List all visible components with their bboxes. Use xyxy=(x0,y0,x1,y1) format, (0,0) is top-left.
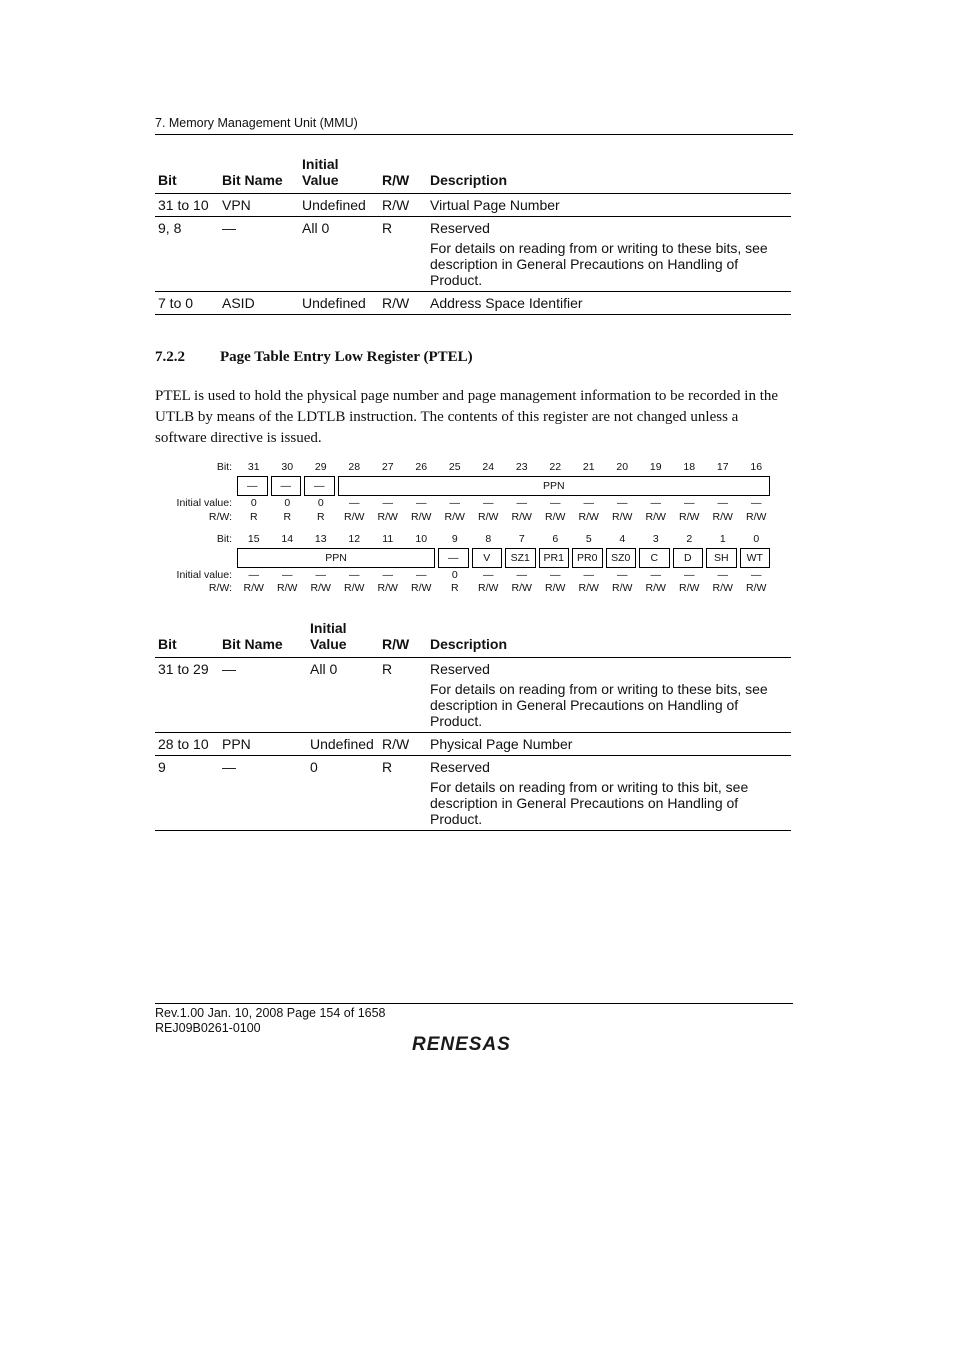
col-rw-header: R/W xyxy=(382,636,410,652)
cell-name: PPN xyxy=(222,736,251,752)
cell-name: — xyxy=(222,759,236,775)
section-heading xyxy=(155,349,473,366)
body-paragraph: PTEL is used to hold the physical page number and page management information to be recorded in the UTLB by means of the LDTLB instruction. The contents of this register are not changed unless a software directive is issued. xyxy=(155,388,779,446)
initial-value: — xyxy=(550,569,561,581)
rw-value: R/W xyxy=(545,511,566,523)
rw-value: R/W xyxy=(478,511,499,523)
cell-rw: R xyxy=(382,220,393,236)
bit-number: 5 xyxy=(585,533,592,545)
cell-desc xyxy=(427,194,791,217)
col-initial-line2: Value xyxy=(302,172,339,188)
rw-value: R/W xyxy=(578,511,599,523)
rw-value: R/W xyxy=(377,511,398,523)
desc-note: For details on reading from or writing to these bits, see description in General Precautions on Handling of Product. xyxy=(430,681,768,729)
bit-number: 4 xyxy=(619,533,626,545)
bit-number: 17 xyxy=(716,461,729,473)
cell-bit: 7 to 0 xyxy=(158,295,194,311)
initial-value: 0 xyxy=(317,497,324,509)
bit-number: 10 xyxy=(415,533,428,545)
initial-value: — xyxy=(416,569,427,581)
initial-value: — xyxy=(483,497,494,509)
initial-value: 0 xyxy=(250,497,257,509)
cell-bit: 31 to 10 xyxy=(158,197,209,213)
bit-number: 29 xyxy=(314,461,327,473)
bit-number: 1 xyxy=(719,533,726,545)
cell-name: VPN xyxy=(222,197,251,213)
initial-value: — xyxy=(717,497,728,509)
initial-value: — xyxy=(248,569,259,581)
initial-value: — xyxy=(449,497,460,509)
rw-value: R xyxy=(316,511,325,523)
bit-number: 27 xyxy=(381,461,394,473)
cell-desc xyxy=(427,733,791,756)
cell-desc xyxy=(427,217,791,292)
rw-value: R/W xyxy=(679,511,700,523)
rw-value: R/W xyxy=(746,511,767,523)
register-field-upper: — xyxy=(237,476,268,496)
register-field-lower: PPN xyxy=(237,548,435,568)
rw-label: R/W: xyxy=(208,511,232,523)
table-row xyxy=(155,217,791,292)
rw-value: R/W xyxy=(612,511,633,523)
rw-value: R/W xyxy=(612,582,633,594)
renesas-logo: RENESAS xyxy=(412,1034,511,1055)
cell-desc xyxy=(427,658,791,733)
initial-value: 0 xyxy=(284,497,291,509)
desc-title: Address Space Identifier xyxy=(430,295,583,311)
bit-number: 6 xyxy=(552,533,559,545)
initial-value: 0 xyxy=(451,569,458,581)
initial-value: — xyxy=(416,497,427,509)
rw-value: R/W xyxy=(679,582,700,594)
table-header-row xyxy=(155,620,791,658)
bit-number: 24 xyxy=(482,461,495,473)
initial-value: — xyxy=(583,569,594,581)
bit-number: 26 xyxy=(415,461,428,473)
initial-value: — xyxy=(751,497,762,509)
register-field-lower: D xyxy=(673,548,704,568)
desc-title: Reserved xyxy=(430,220,490,236)
bit-number: 12 xyxy=(348,533,361,545)
col-desc-header: Description xyxy=(430,636,508,652)
cell-init: Undefined xyxy=(302,197,366,213)
bit-number: 8 xyxy=(485,533,492,545)
rw-value: R/W xyxy=(712,582,733,594)
cell-name: — xyxy=(222,220,236,236)
bit-number: 21 xyxy=(582,461,595,473)
rw-value: R/W xyxy=(645,582,666,594)
initial-value: — xyxy=(684,569,695,581)
col-initial-line2: Value xyxy=(310,636,347,652)
register-field-lower: SZ0 xyxy=(606,548,637,568)
initial-value: — xyxy=(617,569,628,581)
bit-number: 28 xyxy=(348,461,361,473)
col-desc-header: Description xyxy=(430,172,508,188)
rw-value: R/W xyxy=(411,511,432,523)
section-title: Page Table Entry Low Register (PTEL) xyxy=(220,349,473,365)
bit-table-pteh xyxy=(155,156,791,315)
register-field-lower: V xyxy=(472,548,503,568)
bit-number: 7 xyxy=(518,533,525,545)
bit-number: 30 xyxy=(281,461,294,473)
initial-value: — xyxy=(516,497,527,509)
cell-init: All 0 xyxy=(302,220,330,236)
rw-value: R/W xyxy=(344,511,365,523)
desc-title: Reserved xyxy=(430,759,490,775)
register-field-lower: C xyxy=(639,548,670,568)
footer-rule xyxy=(155,1003,793,1004)
table-row xyxy=(155,194,791,217)
desc-note: For details on reading from or writing to these bits, see description in General Precautions on Handling of Product. xyxy=(430,240,768,288)
col-bit-header: Bit xyxy=(158,636,177,652)
col-rw-header: R/W xyxy=(382,172,410,188)
rw-label: R/W: xyxy=(208,582,232,594)
bit-number: 20 xyxy=(616,461,629,473)
cell-rw: R/W xyxy=(382,197,410,213)
rw-value: R/W xyxy=(310,582,331,594)
bit-number: 14 xyxy=(281,533,294,545)
cell-bit: 9 xyxy=(158,759,166,775)
initial-value: — xyxy=(382,569,393,581)
initial-value: — xyxy=(684,497,695,509)
rw-value: R/W xyxy=(712,511,733,523)
rw-value: R/W xyxy=(444,511,465,523)
rw-value: R/W xyxy=(377,582,398,594)
rw-value: R/W xyxy=(411,582,432,594)
bit-number: 25 xyxy=(448,461,461,473)
initial-value-label: Initial value: xyxy=(176,569,232,581)
desc-title: Reserved xyxy=(430,661,490,677)
cell-init: Undefined xyxy=(310,736,374,752)
bit-number: 9 xyxy=(451,533,458,545)
initial-value: — xyxy=(717,569,728,581)
table-row xyxy=(155,756,791,831)
rw-value: R/W xyxy=(277,582,298,594)
bit-number: 11 xyxy=(382,533,394,545)
initial-value: — xyxy=(349,569,360,581)
bit-number: 2 xyxy=(686,533,693,545)
table-row xyxy=(155,733,791,756)
desc-title: Physical Page Number xyxy=(430,736,573,752)
bit-number: 31 xyxy=(247,461,260,473)
bit-label: Bit: xyxy=(216,461,232,473)
initial-value: — xyxy=(583,497,594,509)
initial-value: — xyxy=(550,497,561,509)
cell-bit: 28 to 10 xyxy=(158,736,209,752)
initial-value: — xyxy=(315,569,326,581)
rw-value: R xyxy=(450,582,459,594)
initial-value-label: Initial value: xyxy=(176,497,232,509)
cell-bit: 9, 8 xyxy=(158,220,182,236)
initial-value: — xyxy=(282,569,293,581)
register-field-lower: PR1 xyxy=(539,548,570,568)
cell-desc xyxy=(427,292,791,315)
cell-init: 0 xyxy=(310,759,318,775)
bit-number: 16 xyxy=(750,461,763,473)
bit-number: 22 xyxy=(549,461,562,473)
initial-value: — xyxy=(382,497,393,509)
rw-value: R/W xyxy=(511,582,532,594)
bit-number: 23 xyxy=(515,461,528,473)
bit-number: 13 xyxy=(314,533,327,545)
initial-value: — xyxy=(650,569,661,581)
cell-name: — xyxy=(222,661,236,677)
bit-number: 19 xyxy=(649,461,662,473)
bit-number: 3 xyxy=(652,533,659,545)
bit-table-ptel xyxy=(155,620,791,831)
rw-value: R/W xyxy=(578,582,599,594)
cell-rw: R xyxy=(382,759,393,775)
desc-title: Virtual Page Number xyxy=(430,197,560,213)
register-field-lower: — xyxy=(438,548,469,568)
table-row xyxy=(155,292,791,315)
rw-value: R xyxy=(249,511,258,523)
register-field-lower: SH xyxy=(706,548,737,568)
header-rule xyxy=(155,134,793,135)
cell-bit: 31 to 29 xyxy=(158,661,209,677)
running-header: 7. Memory Management Unit (MMU) xyxy=(155,116,358,130)
col-initial-header xyxy=(299,156,379,194)
rw-value: R/W xyxy=(344,582,365,594)
register-field-lower: WT xyxy=(740,548,771,568)
register-field-lower: SZ1 xyxy=(505,548,536,568)
desc-note: For details on reading from or writing to this bit, see description in General Precautions on Handling of Product. xyxy=(430,779,749,827)
cell-init: All 0 xyxy=(310,661,338,677)
initial-value: — xyxy=(617,497,628,509)
initial-value: — xyxy=(516,569,527,581)
rw-value: R/W xyxy=(645,511,666,523)
cell-rw: R/W xyxy=(382,736,410,752)
col-bit-header: Bit xyxy=(158,172,177,188)
footer-doc-number: REJ09B0261-0100 xyxy=(155,1021,261,1035)
col-initial-header xyxy=(307,620,379,658)
bit-number: 0 xyxy=(753,533,760,545)
bit-label: Bit: xyxy=(216,533,232,545)
rw-value: R/W xyxy=(478,582,499,594)
rw-value: R xyxy=(283,511,292,523)
initial-value: — xyxy=(751,569,762,581)
cell-rw: R xyxy=(382,661,393,677)
col-name-header: Bit Name xyxy=(222,636,283,652)
bit-number: 18 xyxy=(683,461,696,473)
col-initial-line1: Initial xyxy=(302,156,339,172)
rw-value: R/W xyxy=(243,582,264,594)
rw-value: R/W xyxy=(545,582,566,594)
cell-init: Undefined xyxy=(302,295,366,311)
col-initial-line1: Initial xyxy=(310,620,347,636)
rw-value: R/W xyxy=(746,582,767,594)
bit-number: 15 xyxy=(247,533,260,545)
initial-value: — xyxy=(349,497,360,509)
cell-rw: R/W xyxy=(382,295,410,311)
rw-value: R/W xyxy=(511,511,532,523)
footer-revision: Rev.1.00 Jan. 10, 2008 Page 154 of 1658 xyxy=(155,1006,386,1020)
register-field-upper: PPN xyxy=(338,476,771,496)
cell-desc xyxy=(427,756,791,831)
table-header-row xyxy=(155,156,791,194)
register-field-lower: PR0 xyxy=(572,548,603,568)
section-number: 7.2.2 xyxy=(155,349,185,365)
initial-value: — xyxy=(483,569,494,581)
cell-name: ASID xyxy=(222,295,255,311)
register-field-upper: — xyxy=(271,476,302,496)
table-row xyxy=(155,658,791,733)
initial-value: — xyxy=(650,497,661,509)
col-name-header: Bit Name xyxy=(222,172,283,188)
register-field-upper: — xyxy=(304,476,335,496)
